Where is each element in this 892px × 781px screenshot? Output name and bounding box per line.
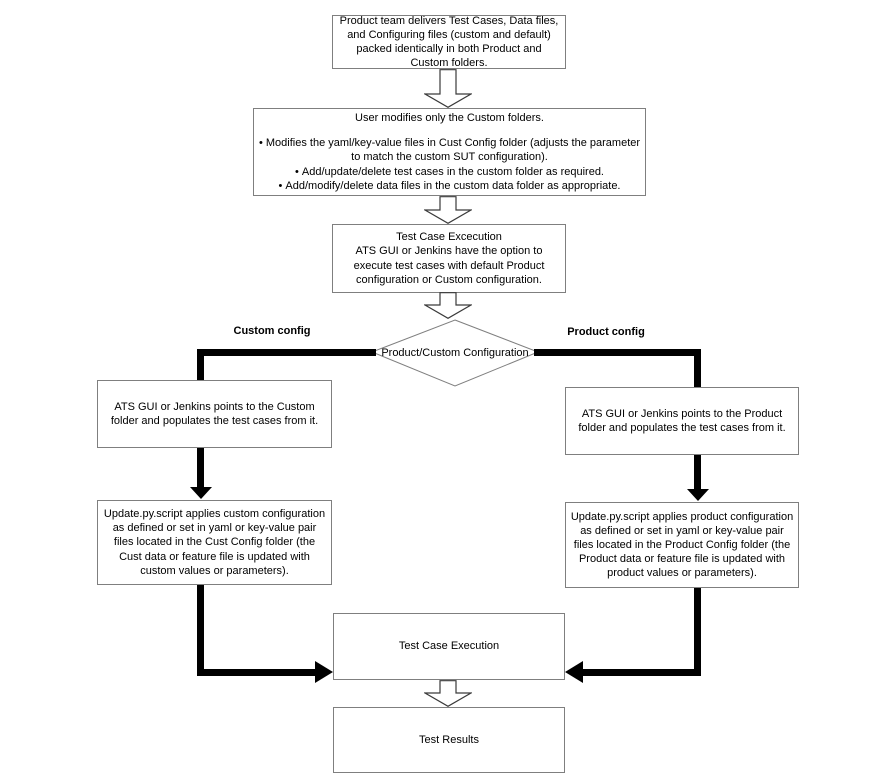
node-user-modifies: [253, 108, 646, 196]
down-block-arrow-icon: [424, 196, 472, 224]
connector-custom-down-3: [197, 585, 204, 676]
node-tce-option: [332, 224, 566, 293]
connector-custom-to-execution: [197, 669, 316, 676]
connector-product-to-execution: [583, 669, 701, 676]
node-test-results-text: Test Results: [419, 733, 479, 746]
node-product-update: [565, 502, 799, 588]
connector-product-horizontal: [534, 349, 697, 356]
node-custom-update-text: Update.py.script applies custom configuration as defined or set in yaml or key-value pair files located in the Cust Config folder (the Cust data or feature file is updated with custom values or parameters).: [103, 508, 326, 577]
node-product-team-delivers-text: Product team delivers Test Cases, Data files, and Configuring files (custom and default) packed identically in both Product and Custom folders.: [339, 14, 559, 70]
node-product-points-text: ATS GUI or Jenkins points to the Product folder and populates the test cases from it.: [578, 407, 786, 434]
connector-custom-down-1: [197, 349, 204, 380]
node-product-points: [565, 387, 799, 455]
node-user-modifies-title: User modifies only the Custom folders.: [355, 112, 544, 125]
decision-diamond-text: Product/Custom Configuration: [381, 347, 529, 359]
down-block-arrow-icon: [424, 69, 472, 108]
node-test-case-execution: [333, 613, 565, 680]
connector-custom-horizontal: [200, 349, 376, 356]
node-custom-points: [97, 380, 332, 448]
node-product-team-delivers: [332, 15, 566, 69]
branch-label-custom: Custom config: [233, 325, 311, 337]
connector-product-down-1: [694, 349, 701, 387]
node-tce-option-line1: Test Case Excecution: [396, 231, 502, 244]
down-block-arrow-icon: [424, 680, 472, 707]
connector-product-down-2: [694, 455, 701, 490]
connector-custom-down-2: [197, 448, 204, 488]
arrowhead-down-icon: [687, 489, 709, 501]
branch-label-product: Product config: [567, 326, 645, 338]
node-test-results: [333, 707, 565, 773]
node-custom-update: [97, 500, 332, 585]
connector-product-down-3: [694, 588, 701, 676]
down-block-arrow-icon: [424, 292, 472, 319]
node-custom-points-text: ATS GUI or Jenkins points to the Custom folder and populates the test cases from it.: [110, 400, 319, 427]
node-test-case-execution-text: Test Case Execution: [398, 640, 500, 653]
arrowhead-down-icon: [190, 487, 212, 499]
node-product-update-text: Update.py.script applies product configuration as defined or set in yaml or key-value pair files located in the Product Config folder (the Product data or feature file is updated with product values or parameters).: [570, 510, 794, 580]
node-tce-option-text: ATS GUI or Jenkins have the option to execute test cases with default Product configuration or Custom configuration.: [353, 245, 545, 286]
bullet-item: • Add/update/delete test cases in the custom folder as required.: [258, 165, 641, 179]
node-user-modifies-bullets: [258, 136, 641, 192]
arrowhead-right-icon: [315, 661, 333, 683]
bullet-item: • Modifies the yaml/key-value files in Cust Config folder (adjusts the parameter to match the custom SUT configuration).: [258, 136, 641, 164]
bullet-item: • Add/modify/delete data files in the custom data folder as appropriate.: [258, 179, 641, 193]
arrowhead-left-icon: [565, 661, 583, 683]
